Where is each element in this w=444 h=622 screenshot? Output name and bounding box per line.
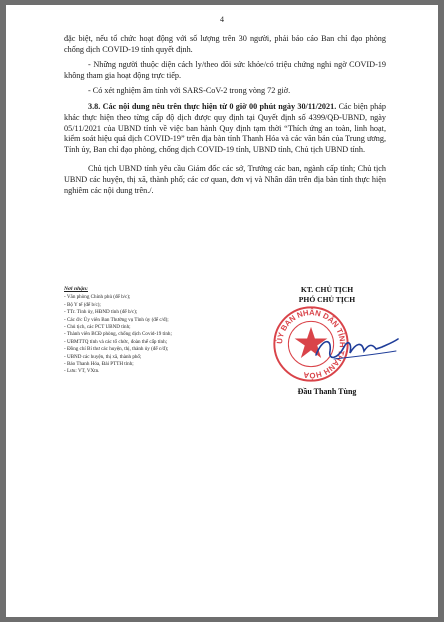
page-number: 4 — [220, 15, 224, 24]
recipient-item: - UBMTTQ tỉnh và các tổ chức, đoàn thể cấp tỉnh; — [64, 338, 168, 345]
recipient-item: - Văn phòng Chính phủ (để b/c); — [64, 294, 131, 301]
signer-name: Đầu Thanh Tùng — [297, 387, 357, 396]
recipient-item: - UBND các huyện, thị xã, thành phố; — [64, 353, 142, 360]
recipient-item: - Bộ Y tế (để b/c); — [64, 301, 101, 308]
paragraph-isolation-rule: - Những người thuộc diện cách ly/theo dõi sức khỏe/có triệu chứng nghi ngờ COVID-19 không tham gia hoạt động trực tiếp. — [64, 60, 386, 81]
signature-title-line2: PHÓ CHỦ TỊCH — [298, 295, 356, 304]
paragraph-clause-3-8 — [64, 102, 386, 157]
recipient-item: - Báo Thanh Hóa, Đài PTTH tỉnh; — [64, 361, 134, 368]
paragraph-test-rule: - Có xét nghiệm âm tính với SARS-CoV-2 trong vòng 72 giờ. — [88, 86, 291, 96]
clause-3-8-text: Các biện pháp khác thực hiện theo từng cấp độ dịch được quy định tại Quyết định số 4399/QĐ-UBND, ngày 05/11/2021 của UBND tỉnh về việc ban hành Quy định tạm thời “Thích ứng an toàn, linh hoạt, kiểm soát hiệu quả dịch COVID-19” trên địa bàn tỉnh Thanh Hóa và các văn bản của Trung ương, Tỉnh ủy, Ban chỉ đạo phòng, chống dịch COVID-19 tỉnh, UBND tỉnh, Chủ tịch UBND tỉnh. — [64, 101, 386, 155]
signature-block — [252, 285, 402, 396]
document-page — [6, 5, 438, 617]
paragraph-continuation: đặc biệt, nếu tổ chức hoạt động với số lượng trên 30 người, phải báo cáo Ban chỉ đạo phòng chống dịch COVID-19 tỉnh quyết định. — [64, 34, 386, 54]
clause-3-8-heading: 3.8. Các nội dung nêu trên thực hiện từ 0 giờ 00 phút ngày 30/11/2021. — [88, 101, 337, 111]
recipient-item: - Lưu: VT, VXtn. — [64, 368, 100, 375]
recipient-item: - Các đ/c Ủy viên Ban Thường vụ Tỉnh ủy (để c/đ); — [64, 316, 169, 323]
recipient-item: - Thành viên BCĐ phòng, chống dịch Covid-19 tỉnh; — [64, 331, 172, 338]
seal-text: ỦY BAN NHÂN DÂN TỈNH THANH HÓA — [275, 308, 347, 380]
recipients-block — [64, 286, 254, 376]
handwritten-signature-icon — [312, 329, 402, 369]
signature-title-line1: KT. CHỦ TỊCH — [300, 285, 354, 294]
paragraph-closing: Chủ tịch UBND tỉnh yêu cầu Giám đốc các sở, Trưởng các ban, ngành cấp tỉnh; Chủ tịch UBND các huyện, thị xã, thành phố; các cơ quan, đơn vị và Nhân dân trên địa bàn tỉnh thực hiện nghiêm các nội dung trên./. — [64, 164, 386, 196]
recipient-item: - TTr. Tỉnh ủy, HĐND tỉnh (để b/c); — [64, 309, 138, 316]
document-body — [64, 34, 386, 201]
recipients-heading: Nơi nhận: — [64, 286, 88, 292]
recipient-item: - Chủ tịch, các PCT UBND tỉnh; — [64, 324, 131, 331]
recipient-item: - Đồng chí Bí thư các huyện, thị, thành ủy (để c/đ); — [64, 346, 169, 353]
